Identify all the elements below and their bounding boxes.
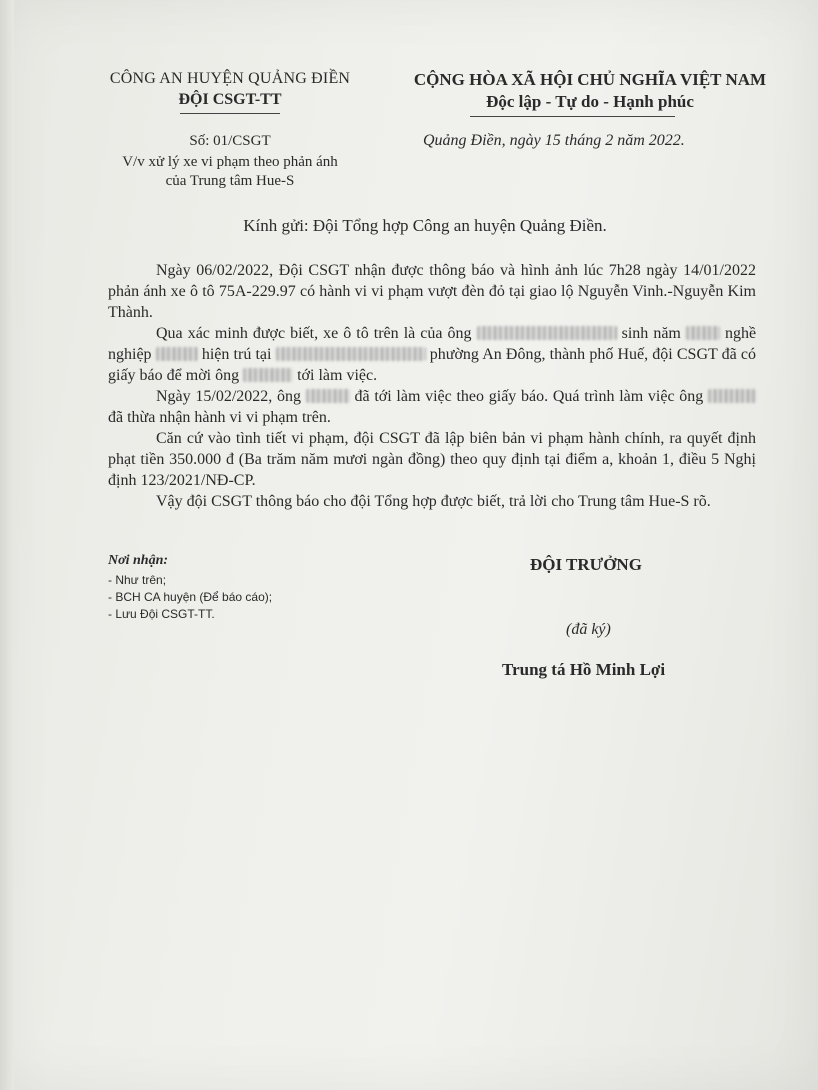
redacted-occupation: [156, 347, 198, 361]
place-date: Quảng Điền, ngày 15 tháng 2 năm 2022.: [423, 132, 685, 149]
country-name: CỘNG HÒA XÃ HỘI CHỦ NGHĨA VIỆT NAM: [413, 70, 767, 89]
p2-text-c: nghề nghiệp: [108, 325, 757, 363]
p2-text-d: hiện trú tại: [201, 346, 272, 363]
document-number: Số: 01/CSGT: [189, 133, 271, 149]
paragraph-3: [108, 386, 756, 428]
redacted-address: [276, 347, 426, 361]
redacted-name-2: [243, 368, 293, 382]
p2-text-e: phường An Đông, thành phố Huế, đội CSGT đã có giấy báo để mời ông: [108, 346, 757, 384]
p2-text-f: tới làm việc.: [297, 367, 378, 384]
agency-name: CÔNG AN HUYỆN QUẢNG ĐIỀN: [109, 70, 351, 87]
recipient-line: Kính gửi: Đội Tổng hợp Công an huyện Quảng Điền.: [243, 216, 607, 235]
recipients-title: Nơi nhận:: [108, 553, 169, 568]
redacted-name: [477, 326, 617, 340]
p2-text-b: sinh năm: [621, 325, 681, 342]
national-motto: Độc lập - Tự do - Hạnh phúc: [486, 92, 694, 111]
letter-body: [108, 260, 756, 512]
paragraph-1: Ngày 06/02/2022, Đội CSGT nhận được thông báo và hình ảnh lúc 7h28 ngày 14/01/2022 phản ánh xe ô tô 75A-229.97 có hành vi vi phạm vượt đèn đỏ tại giao lộ Nguyễn Vinh.-Nguyễn Kim Thành.: [108, 262, 756, 321]
p3-text-a: Ngày 15/02/2022, ông: [156, 388, 302, 405]
p2-text-a: Qua xác minh được biết, xe ô tô trên là của ông: [156, 325, 472, 342]
unit-name: ĐỘI CSGT-TT: [178, 91, 282, 108]
unit-underline: [180, 113, 280, 114]
recipients-item: - BCH CA huyện (Để báo cáo);: [108, 590, 273, 604]
recipients-item: - Lưu Đội CSGT-TT.: [108, 607, 215, 621]
redacted-name-4: [708, 389, 756, 403]
recipients-item: - Như trên;: [108, 573, 167, 587]
signed-note: (đã ký): [566, 621, 611, 638]
signer-name: Trung tá Hồ Minh Lợi: [502, 660, 666, 679]
document-subject-line1: V/v xử lý xe vi phạm theo phản ánh: [122, 154, 338, 170]
motto-underline: [470, 116, 675, 117]
redacted-name-3: [306, 389, 350, 403]
paragraph-2: [108, 323, 756, 386]
signer-title: ĐỘI TRƯỞNG: [530, 555, 642, 574]
document-subject-line2: của Trung tâm Hue-S: [165, 173, 295, 189]
page-edge: [0, 0, 14, 1090]
p3-text-b: đã tới làm việc theo giấy báo. Quá trình làm việc ông: [354, 388, 704, 405]
p3-text-c: đã thừa nhận hành vi vi phạm trên.: [108, 409, 331, 426]
paragraph-4: Căn cứ vào tình tiết vi phạm, đội CSGT đã lập biên bản vi phạm hành chính, ra quyết định phạt tiền 350.000 đ (Ba trăm năm mươi ngàn đồng) theo quy định tại điểm a, khoản 1, điều 5 Nghị định 123/2021/NĐ-CP.: [108, 430, 756, 489]
paragraph-5: Vậy đội CSGT thông báo cho đội Tổng hợp được biết, trả lời cho Trung tâm Hue-S rõ.: [156, 493, 711, 510]
redacted-birth-year: [686, 326, 720, 340]
